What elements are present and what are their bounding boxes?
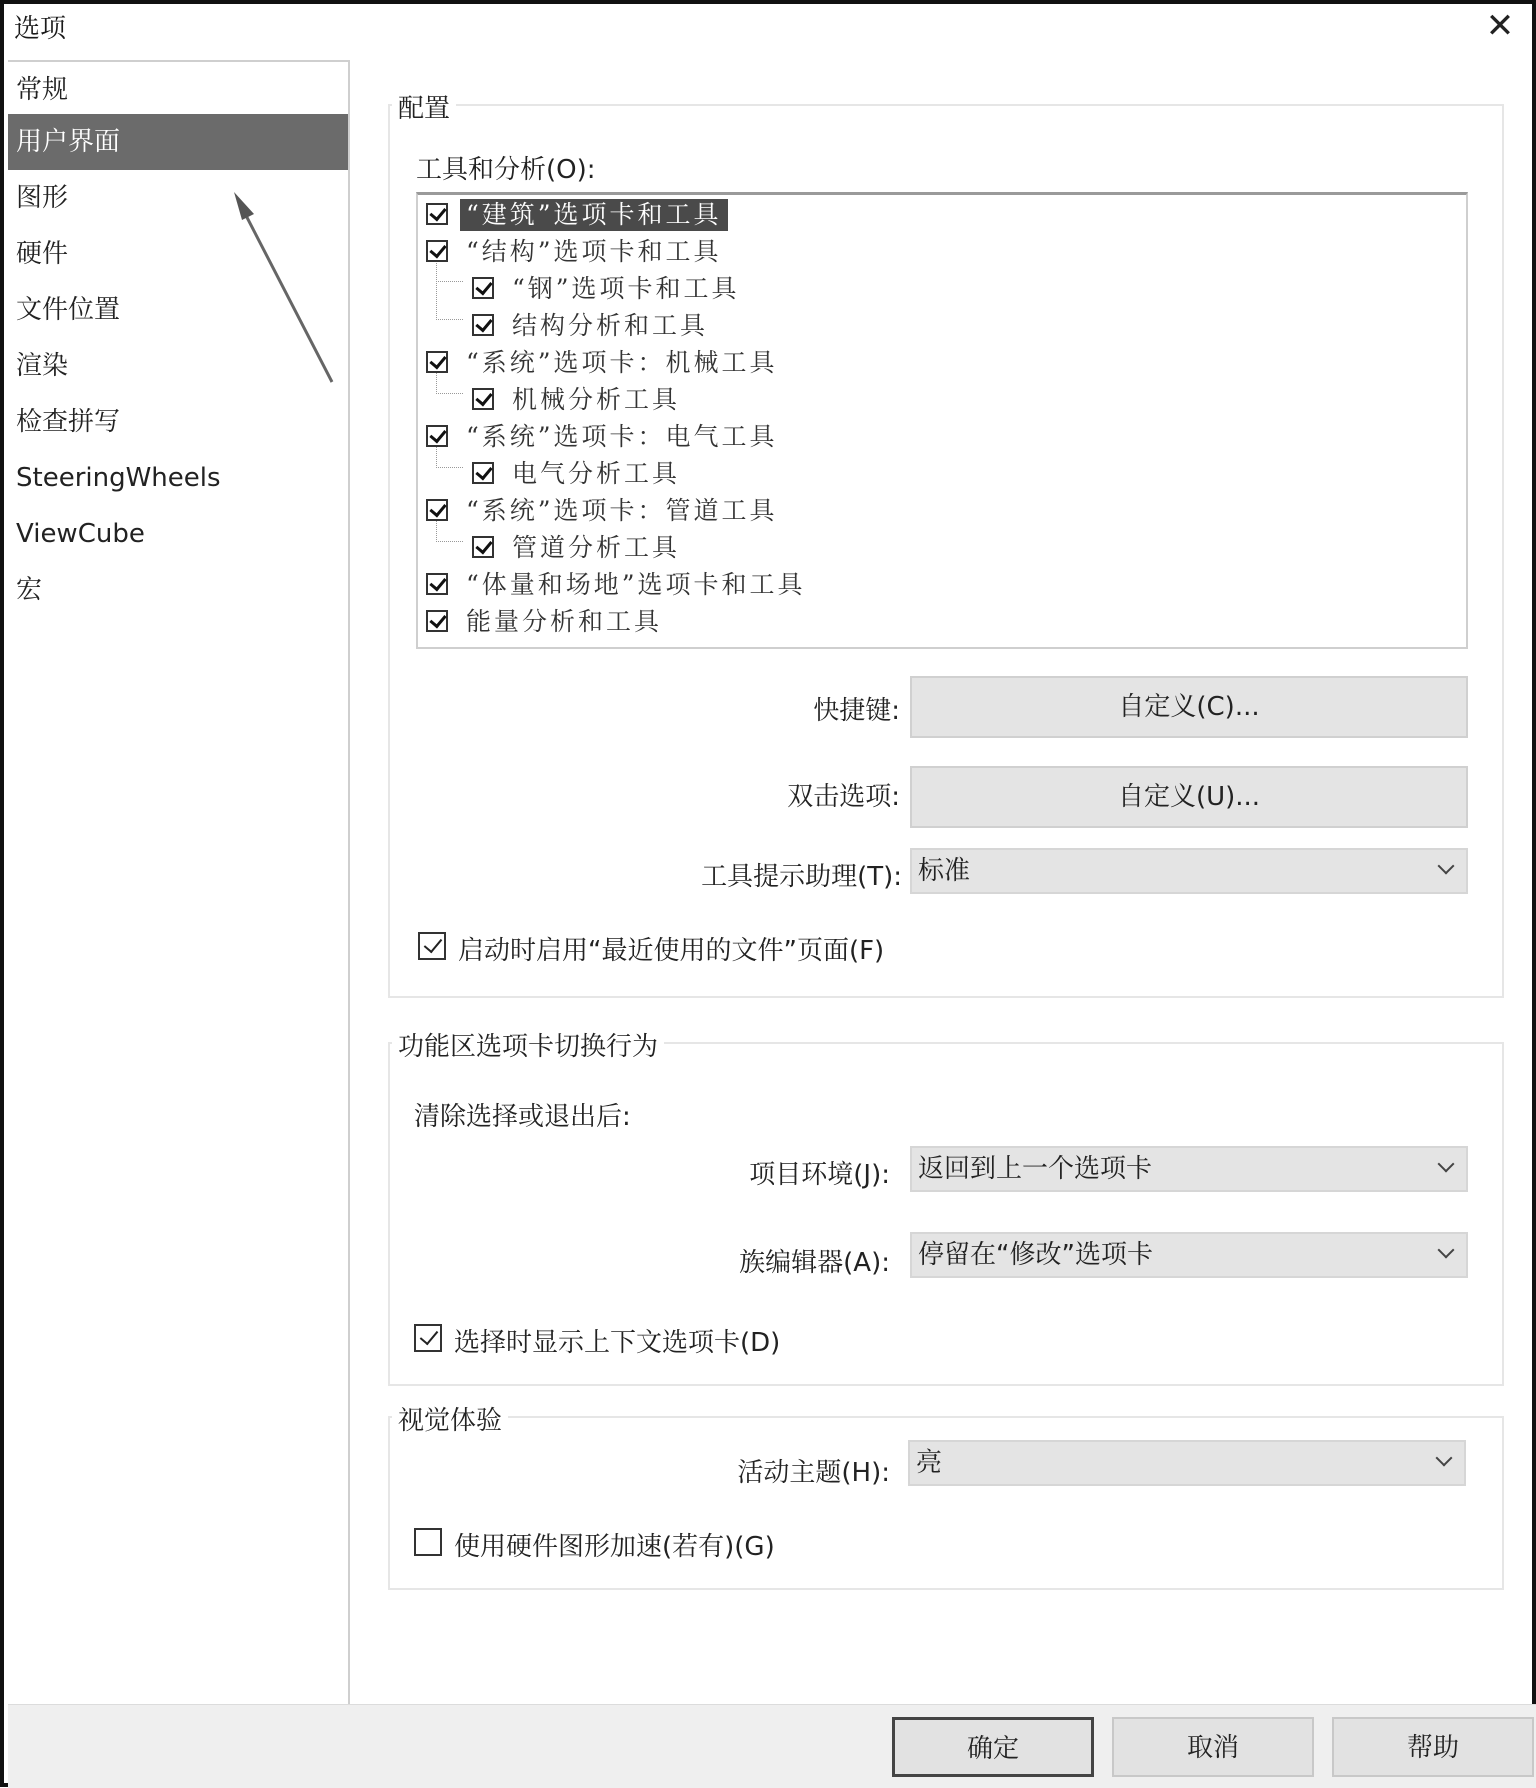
shortcuts-label: 快捷键: <box>813 696 900 726</box>
checkbox[interactable] <box>472 277 494 299</box>
chevron-down-icon <box>1438 1242 1455 1259</box>
sidebar-item-rendering[interactable]: 渲染 <box>16 351 69 381</box>
sidebar-item-general[interactable]: 常规 <box>16 75 69 105</box>
tree-item-label: 能量分析和工具 <box>466 607 663 636</box>
tree-item-label: 结构分析和工具 <box>512 311 709 340</box>
select-value: 停留在“修改”选项卡 <box>918 1240 1153 1270</box>
checkbox-box[interactable] <box>418 932 446 960</box>
sidebar-item-user-interface[interactable]: 用户界面 <box>8 114 348 170</box>
sidebar-item-graphics[interactable]: 图形 <box>16 183 69 213</box>
checkbox[interactable] <box>472 388 494 410</box>
select-value: 返回到上一个选项卡 <box>918 1154 1153 1184</box>
chevron-down-icon <box>1438 858 1455 875</box>
checkbox[interactable] <box>472 314 494 336</box>
sidebar-item-viewcube[interactable]: ViewCube <box>16 519 145 549</box>
checkbox[interactable] <box>426 425 448 447</box>
tree-item-label: “体量和场地”选项卡和工具 <box>466 570 806 599</box>
tree-item-label: “结构”选项卡和工具 <box>466 237 722 266</box>
title-bar <box>4 4 1532 52</box>
checkbox[interactable] <box>426 203 448 225</box>
family-editor-select[interactable] <box>910 1232 1468 1278</box>
tooltip-assistance-select[interactable] <box>910 848 1468 894</box>
tree-item-label: “系统”选项卡：电气工具 <box>466 422 778 451</box>
family-editor-label: 族编辑器(A): <box>739 1248 890 1278</box>
help-button[interactable]: 帮助 <box>1332 1717 1534 1777</box>
cancel-button[interactable]: 取消 <box>1112 1717 1314 1777</box>
checkbox-label: 启动时启用“最近使用的文件”页面(F) <box>458 936 885 966</box>
checkbox-box[interactable] <box>414 1528 442 1556</box>
tree-item-label: “建筑”选项卡和工具 <box>460 199 728 231</box>
dialog-footer <box>8 1704 1536 1788</box>
checkbox[interactable] <box>426 240 448 262</box>
active-theme-label: 活动主题(H): <box>737 1458 890 1488</box>
tree-item-label: “钢”选项卡和工具 <box>512 274 740 303</box>
chevron-down-icon <box>1436 1450 1453 1467</box>
tree-item-label: 管道分析工具 <box>512 533 681 562</box>
ribbon-group-title: 功能区选项卡切换行为 <box>392 1026 664 1063</box>
checkbox[interactable] <box>426 499 448 521</box>
select-value: 标准 <box>918 856 971 886</box>
customize-shortcuts-button[interactable]: 自定义(C)... <box>910 676 1468 738</box>
tree-item-label: “系统”选项卡：管道工具 <box>466 496 778 525</box>
checkbox[interactable] <box>472 536 494 558</box>
checkbox[interactable] <box>426 610 448 632</box>
tools-analysis-label: 工具和分析(O): <box>416 155 596 185</box>
config-group-title: 配置 <box>392 88 456 125</box>
checkbox[interactable] <box>426 573 448 595</box>
checkbox[interactable] <box>426 351 448 373</box>
visual-group-title: 视觉体验 <box>392 1400 508 1437</box>
sidebar-item-spelling[interactable]: 检查拼写 <box>16 407 121 437</box>
close-icon[interactable]: ✕ <box>1485 6 1515 46</box>
checkbox-box[interactable] <box>414 1324 442 1352</box>
tooltip-assistance-label: 工具提示助理(T): <box>701 862 902 892</box>
checkbox[interactable] <box>472 462 494 484</box>
sidebar-item-macros[interactable]: 宏 <box>16 575 43 605</box>
tools-analysis-tree[interactable] <box>416 192 1468 649</box>
checkbox-label: 使用硬件图形加速(若有)(G) <box>454 1532 775 1562</box>
tree-connector <box>436 281 463 320</box>
annotation-arrow-icon <box>224 190 344 390</box>
project-env-select[interactable] <box>910 1146 1468 1192</box>
sidebar-item-hardware[interactable]: 硬件 <box>16 239 69 269</box>
tree-item-label: “系统”选项卡：机械工具 <box>466 348 778 377</box>
after-clear-label: 清除选择或退出后: <box>414 1102 631 1132</box>
sidebar-item-file-locations[interactable]: 文件位置 <box>16 295 121 325</box>
dialog-title: 选项 <box>14 14 67 44</box>
chevron-down-icon <box>1438 1156 1455 1173</box>
select-value: 亮 <box>916 1448 943 1478</box>
sidebar-item-steeringwheels[interactable]: SteeringWheels <box>16 463 221 493</box>
project-env-label: 项目环境(J): <box>749 1160 890 1190</box>
checkbox-label: 选择时显示上下文选项卡(D) <box>454 1328 781 1358</box>
active-theme-select[interactable] <box>908 1440 1466 1486</box>
customize-double-click-button[interactable]: 自定义(U)... <box>910 766 1468 828</box>
double-click-label: 双击选项: <box>787 782 900 812</box>
ok-button[interactable]: 确定 <box>892 1717 1094 1777</box>
tree-item-label: 机械分析工具 <box>512 385 681 414</box>
tree-item-label: 电气分析工具 <box>512 459 681 488</box>
